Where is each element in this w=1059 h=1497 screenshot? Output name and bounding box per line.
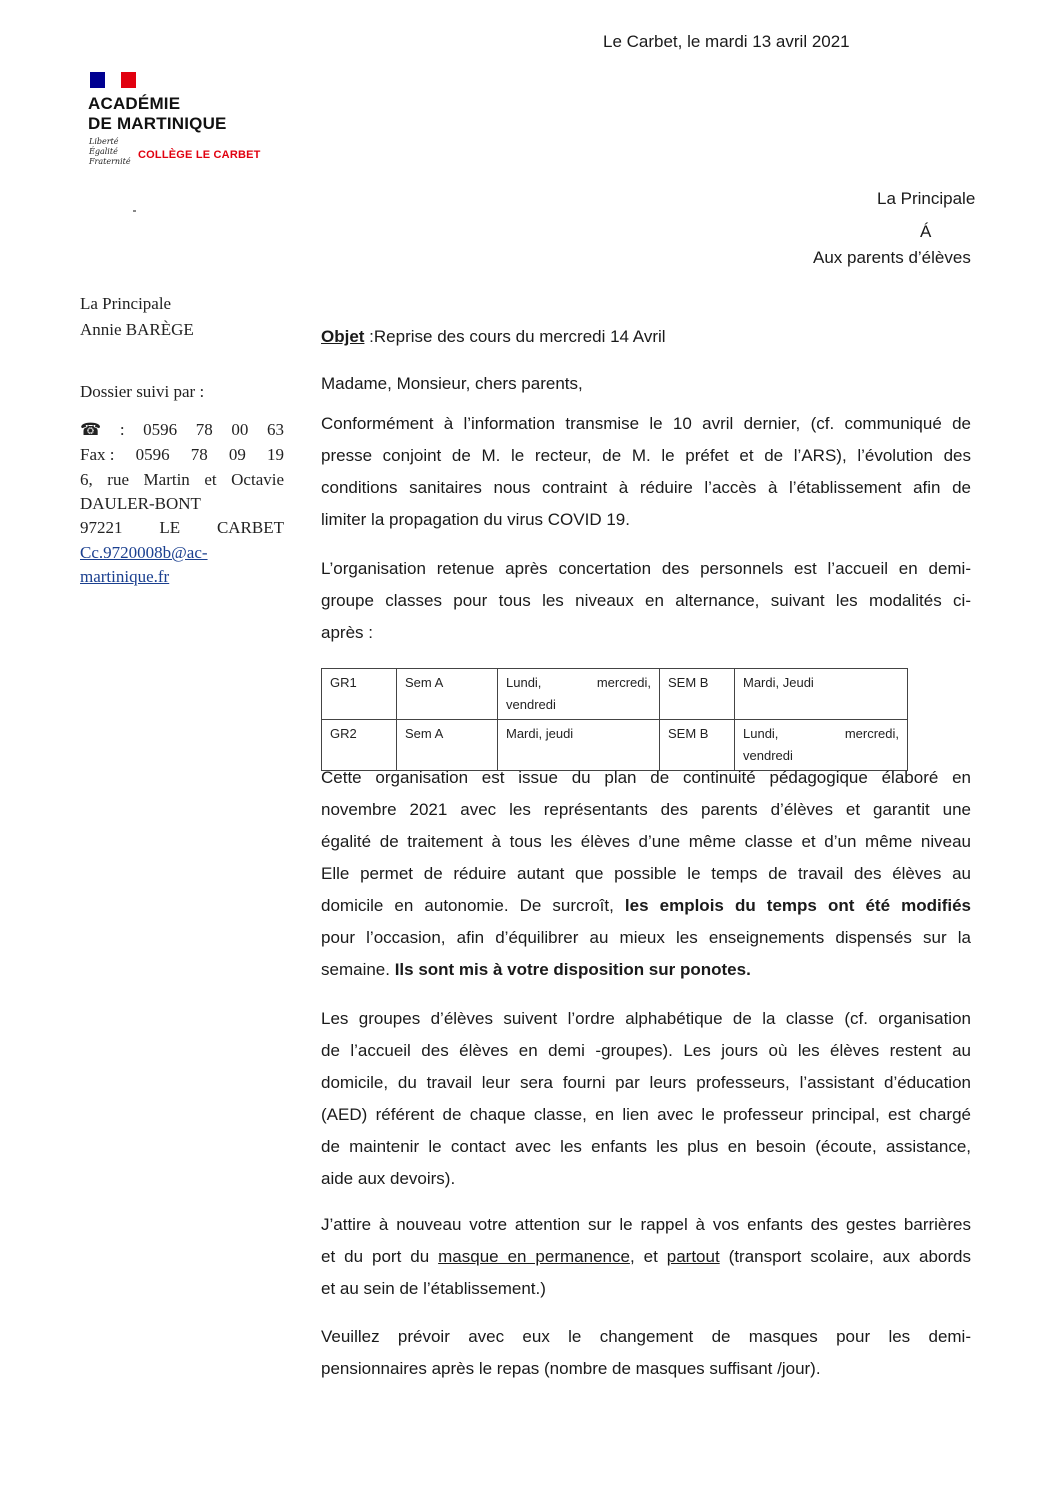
sender-address-line3: 97221 LE CARBET [80,518,284,537]
week-a-cell: Sem A [397,720,498,771]
sender-address-line2: DAULER-BONT [80,494,201,513]
days-b-cell: Mardi, Jeudi [735,669,908,720]
recipient-sender-title: La Principale [877,189,976,208]
letter-date: Le Carbet, le mardi 13 avril 2021 [603,32,850,51]
underlined-masque: masque en permanence [438,1247,630,1266]
college-name: COLLÈGE LE CARBET [138,149,261,161]
sender-address-line1: 6, rue Martin et Octavie [80,470,285,489]
salutation: Madame, Monsieur, chers parents, [321,374,583,393]
days-b-cell: Lundi, mercredi, vendredi [735,720,908,771]
paragraph-3: Cette organisation est issue du plan de continuité pédagogique élaboré en novembre 2021 avec les représentants des parents d’élèves et garantit une égalité de traitement à tous les élèves d’une même classe et d’un même niveau Elle permet de réduire autant que possible le temps de travail des élèves au domicile en autonomie. De surcroît, les emplois du temps ont été modifiés pour l’occasion, afin d’équilibrer au mieux les enseignements dispensés sur la semaine. Ils sont mis à votre disposition sur ponotes. [321,768,972,979]
recipient-to: Á [920,222,932,241]
week-b-cell: SEM B [660,720,735,771]
republic-motto: Liberté Égalité Fraternité [89,137,131,166]
paragraph-6: Veuillez prévoir avec eux le changement de masques pour les demi- pensionnaires après le repas (nombre de masques suffisant /jour). [321,1327,971,1378]
academie-logo [88,70,308,180]
letter-subject [321,321,971,353]
dossier-label: Dossier suivi par : [80,382,205,401]
sender-email-link-cont[interactable]: martinique.fr [80,567,170,586]
group-cell: GR1 [322,669,397,720]
bold-ponotes: Ils sont mis à votre disposition sur ponotes. [394,960,751,979]
schedule-table [321,668,908,771]
sender-fax: Fax : 0596 78 09 19 [80,445,285,464]
days-a-cell: Lundi, mercredi, vendredi [498,669,660,720]
sender-name: Annie BARÈGE [80,320,194,339]
sender-title: La Principale [80,294,172,313]
week-a-cell: Sem A [397,669,498,720]
paragraph-2: L’organisation retenue après concertation des personnels est l’accueil en demi- groupe classes pour tous les niveaux en alternance, suivant les modalités ci- après : [321,559,971,642]
days-a-cell: Mardi, jeudi [498,720,660,771]
marianne-flag-icon [90,72,136,88]
paragraph-1: Conformément à l’information transmise le 10 avril dernier, (cf. communiqué de presse conjoint de M. le recteur, de M. le préfet et de l’ARS), l’évolution des conditions sanitaires nous contraint à réduire l’accès à l’établissement afin de limiter la propagation du virus COVID 19. [321,414,971,529]
sender-email-link[interactable]: Cc.9720008b@ac- [80,543,208,562]
sender-phone: ☎ : 0596 78 00 63 [80,420,285,439]
group-cell: GR2 [322,720,397,771]
underlined-partout: partout [666,1247,720,1266]
paragraph-4: Les groupes d’élèves suivent l’ordre alphabétique de la classe (cf. organisation de l’accueil des élèves en demi -groupes). Les jours où les élèves restent au domicile, du travail leur sera fourni par leurs professeurs, l’assistant d’éducation (AED) référent de chaque classe, en lien avec le professeur principal, est chargé de maintenir le contact avec les enfants les plus en besoin (écoute, assistance, aide aux devoirs). [321,1009,971,1188]
paragraph-5: J’attire à nouveau votre attention sur le rappel à vos enfants des gestes barrières et du port du masque en permanence, et partout (transport scolaire, aux abords et au sein de l’établissement.) [321,1215,971,1298]
academie-name: ACADÉMIE DE MARTINIQUE [88,94,227,133]
bold-emplois: les emplois du temps ont été modifiés [624,896,972,915]
subject-label: Objet [321,327,365,346]
table-row [322,669,908,720]
decorative-dot [133,210,136,212]
phone-icon: ☎ [80,420,102,439]
week-b-cell: SEM B [660,669,735,720]
recipient-name: Aux parents d’élèves [813,248,971,267]
subject-text: :Reprise des cours du mercredi 14 Avril [364,327,666,346]
